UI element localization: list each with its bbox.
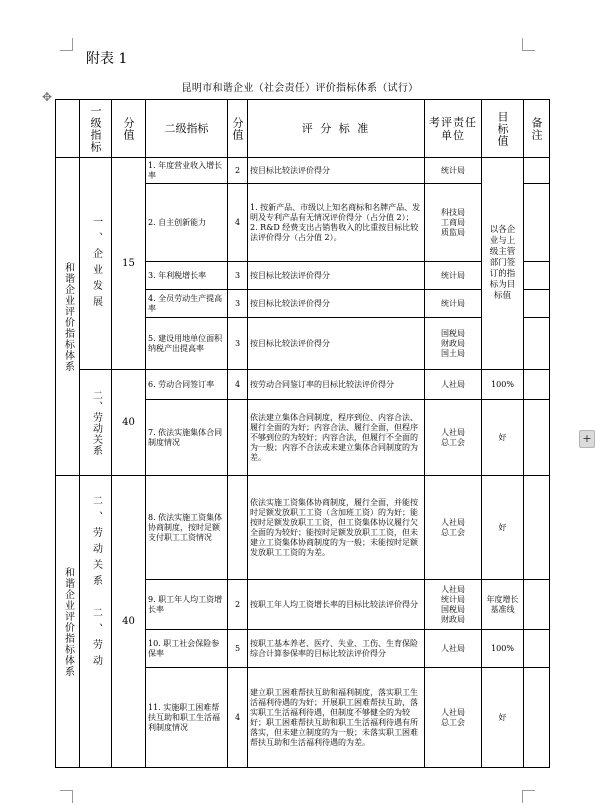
row-8-name: 8. 依法实施工资集体协商制度，按时足额支付职工工资情况: [146, 476, 228, 580]
row-2-remark: [524, 184, 550, 262]
row-8-target: 好: [482, 476, 524, 580]
row-9-name: 9. 职工年人均工资增长率: [146, 580, 228, 630]
row-1-standard: 按目标比较法评价得分: [248, 158, 425, 184]
row-9-standard: 按职工年人均工资增长率的目标比较法评价得分: [248, 580, 425, 630]
header-level1: 一级指标: [80, 100, 112, 158]
row-6-score: 4: [228, 370, 248, 400]
row-6-remark: [524, 370, 550, 400]
row-3-name: 3. 年利税增长率: [146, 262, 228, 290]
row-5-name: 5. 建设用地单位面积纳税产出提高率: [146, 318, 228, 370]
header-target: 目标值: [482, 100, 524, 158]
header-unit: 考评责任单位: [425, 100, 482, 158]
header-remark: 备注: [524, 100, 550, 158]
row-5-score: 3: [228, 318, 248, 370]
row-4-name: 4. 全员劳动生产提高率: [146, 290, 228, 318]
row-8-score: [228, 476, 248, 580]
header-level2: 二级指标: [146, 100, 228, 158]
crop-mark-bottom-right: [522, 790, 535, 803]
appendix-label: 附表 1: [86, 51, 128, 67]
crop-mark-top-left: [60, 38, 73, 51]
header-standard: 评 分 标 准: [248, 100, 425, 158]
row-9-unit: 人社局 统计局 国税局 财政局: [425, 580, 482, 630]
group-1-label: 一、企业发展: [80, 158, 112, 370]
crop-mark-bottom-left: [60, 790, 73, 803]
row-6-target: 100%: [482, 370, 524, 400]
group-1-score: 15: [112, 158, 146, 370]
row-2-standard: 1. 按新产品、市级以上知名商标和名牌产品、发明及专利产品有无情况评价得分（占分值 2）； 2. R&D 经费支出占销售收入的比重按目标比较法评价得分（占分值 2）。: [248, 184, 425, 262]
row-7-remark: [524, 400, 550, 476]
row-5-standard: 按目标比较法评价得分: [248, 318, 425, 370]
header-score1: 分值: [112, 100, 146, 158]
row-11-target: 好: [482, 668, 524, 768]
row-2-name: 2. 自主创新能力: [146, 184, 228, 262]
row-10-remark: [524, 630, 550, 668]
left-label-2: 和谐企业评价指标体系: [56, 476, 80, 768]
row-4-standard: 按目标比较法评价得分: [248, 290, 425, 318]
table-move-handle-icon[interactable]: ✥: [41, 90, 53, 104]
row-11-remark: [524, 668, 550, 768]
row-7-name: 7. 依法实施集体合同制度情况: [146, 400, 228, 476]
row-7-unit: 人社局 总工会: [425, 400, 482, 476]
row-10-standard: 按职工基本养老、医疗、失业、工伤、生育保险综合计算参保率的目标比较法评价得分: [248, 630, 425, 668]
row-4-score: 3: [228, 290, 248, 318]
row-1-unit: 统计局: [425, 158, 482, 184]
row-2-score: 4: [228, 184, 248, 262]
evaluation-table: [55, 99, 550, 768]
corner-cell: [56, 100, 80, 158]
document-title: 昆明市和谐企业（社会责任）评价指标体系（试行）: [181, 83, 419, 94]
group-2-label: 二、劳动关系: [80, 370, 112, 476]
row-6-standard: 按劳动合同鉴订率的目标比较法评价得分: [248, 370, 425, 400]
row-8-remark: [524, 476, 550, 580]
row-10-target: 100%: [482, 630, 524, 668]
row-9-score: 2: [228, 580, 248, 630]
row-4-unit: 统计局: [425, 290, 482, 318]
row-4-remark: [524, 290, 550, 318]
row-7-score: [228, 400, 248, 476]
row-5-remark: [524, 318, 550, 370]
row-9-target: 年度增长基准线: [482, 580, 524, 630]
row-3-remark: [524, 262, 550, 290]
row-6-unit: 人社局: [425, 370, 482, 400]
crop-mark-top-right: [522, 38, 535, 51]
row-7-standard: 依法建立集体合同制度，程序到位、内容合法、履行全面的为好；内容合法、履行全面，但程序不够到位的为较好；内容合法，但履行不全面的为一般；内容不合法或未建立集体合同制度的为差。: [248, 400, 425, 476]
row-1-score: 2: [228, 158, 248, 184]
row-9-remark: [524, 580, 550, 630]
group-2b-score: 40: [112, 476, 146, 768]
row-10-score: 5: [228, 630, 248, 668]
row-6-name: 6. 劳动合同签订率: [146, 370, 228, 400]
row-1-remark: [524, 158, 550, 184]
row-7-target: 好: [482, 400, 524, 476]
group-2-score: 40: [112, 370, 146, 476]
row-11-name: 11. 实施职工困难帮扶互助和职工生活福利制度情况: [146, 668, 228, 768]
row-11-standard: 建立职工困难帮扶互助和福利制度，落实职工生活福利待遇的为好；开展职工困难帮扶互助，落实职工生活福利待遇，但制度不够健全的为较好；职工困难帮扶互助和职工生活福利待遇有所落实，但未建立制度的为一般；未落实职工困难帮扶互助和生活福利待遇的为差。: [248, 668, 425, 768]
row-2-unit: 科技局 工商局 质监局: [425, 184, 482, 262]
row-10-name: 10. 职工社会保险参保率: [146, 630, 228, 668]
expand-side-panel-icon[interactable]: +: [579, 430, 595, 448]
header-score2: 分值: [228, 100, 248, 158]
row-10-unit: 人社局: [425, 630, 482, 668]
row-5-unit: 国税局 财政局 国土局: [425, 318, 482, 370]
row-11-unit: 人社局 总工会: [425, 668, 482, 768]
row-8-unit: 人社局 总工会: [425, 476, 482, 580]
row-3-unit: 统计局: [425, 262, 482, 290]
group-1-target: 以各企业与上级主管部门签订的指标为目标值: [482, 158, 524, 370]
group-2b-label: 二、劳动关系 二、劳动: [80, 476, 112, 768]
row-3-score: 3: [228, 262, 248, 290]
row-3-standard: 按目标比较法评价得分: [248, 262, 425, 290]
left-label-1: 和谐企业评价指标体系: [56, 158, 80, 476]
row-11-score: 4: [228, 668, 248, 768]
row-1-name: 1. 年度营业收入增长率: [146, 158, 228, 184]
row-8-standard: 依法实施工资集体协商制度，履行全面，并能按时足额发放职工工资（含加班工资）的为好；能按时足额发放职工工资，但工资集体协议履行欠全面的为较好；能按时足额发放职工工资，但未建立工资集体协商制度的为一般；未能按时足额发放职工工资的为差。: [248, 476, 425, 580]
